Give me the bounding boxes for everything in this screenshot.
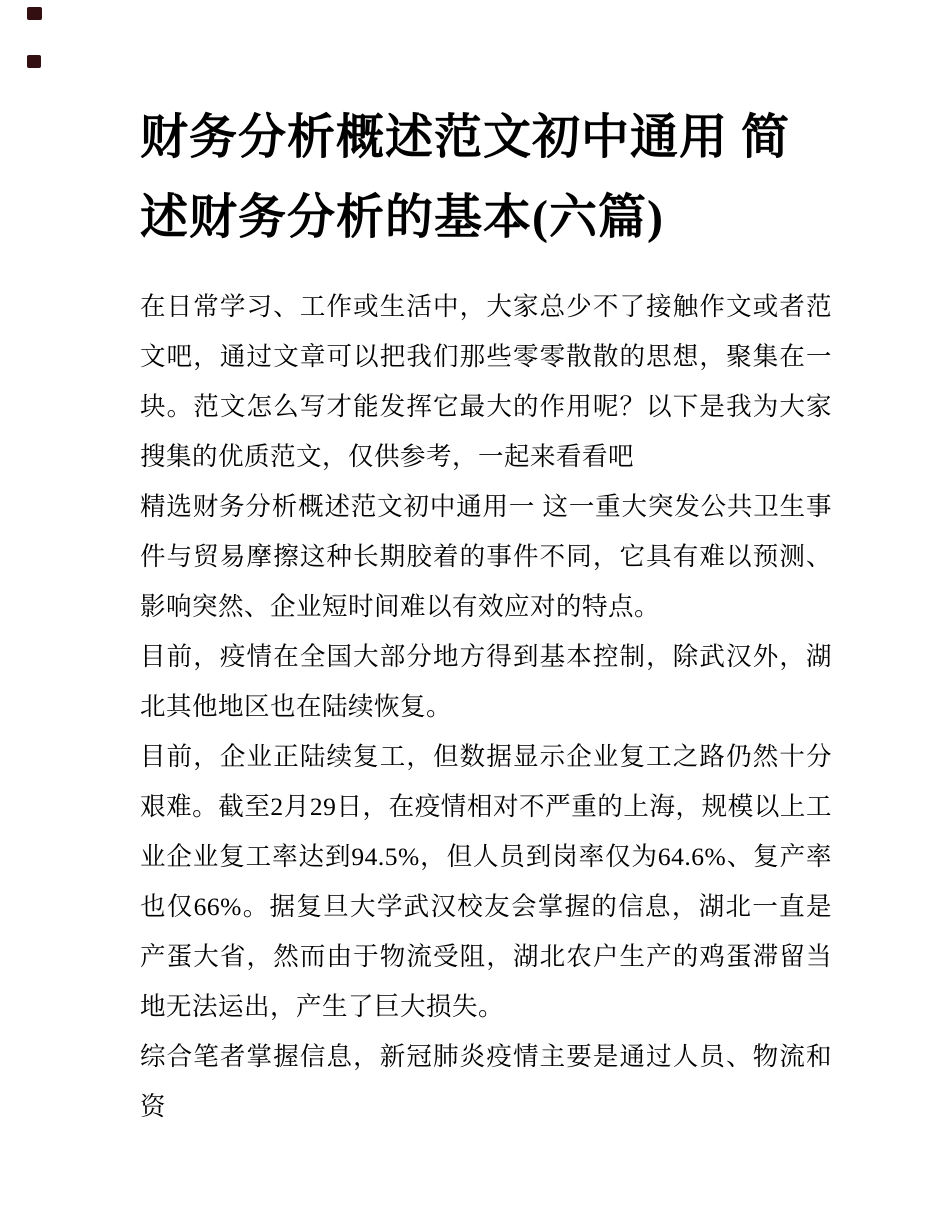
paragraph-list [140,282,832,1132]
page-corner-mark [27,7,42,20]
paragraph: 综合笔者掌握信息，新冠肺炎疫情主要是通过人员、物流和资 [140,1042,832,1121]
page-title: 财务分析概述范文初中通用 简述财务分析的基本(六篇) [140,111,791,244]
paragraph: 在日常学习、工作或生活中，大家总少不了接触作文或者范文吧，通过文章可以把我们那些零零散散的思想，聚集在一块。范文怎么写才能发挥它最大的作用呢？以下是我为大家搜集的优质范文，仅供参考，一起来看看吧 [140,292,832,471]
document-content [140,98,832,1132]
page-corner-mark [27,55,41,68]
paragraph: 精选财务分析概述范文初中通用一 这一重大突发公共卫生事件与贸易摩擦这种长期胶着的事件不同，它具有难以预测、影响突然、企业短时间难以有效应对的特点。 [140,492,832,621]
paragraph: 目前，疫情在全国大部分地方得到基本控制，除武汉外，湖北其他地区也在陆续恢复。 [140,642,832,721]
paragraph: 目前，企业正陆续复工，但数据显示企业复工之路仍然十分艰难。截至2月29日，在疫情相对不严重的上海，规模以上工业企业复工率达到94.5%，但人员到岗率仅为64.6%、复产率也仅66%。据复旦大学武汉校友会掌握的信息，湖北一直是产蛋大省，然而由于物流受阻，湖北农户生产的鸡蛋滞留当地无法运出，产生了巨大损失。 [140,742,832,1021]
